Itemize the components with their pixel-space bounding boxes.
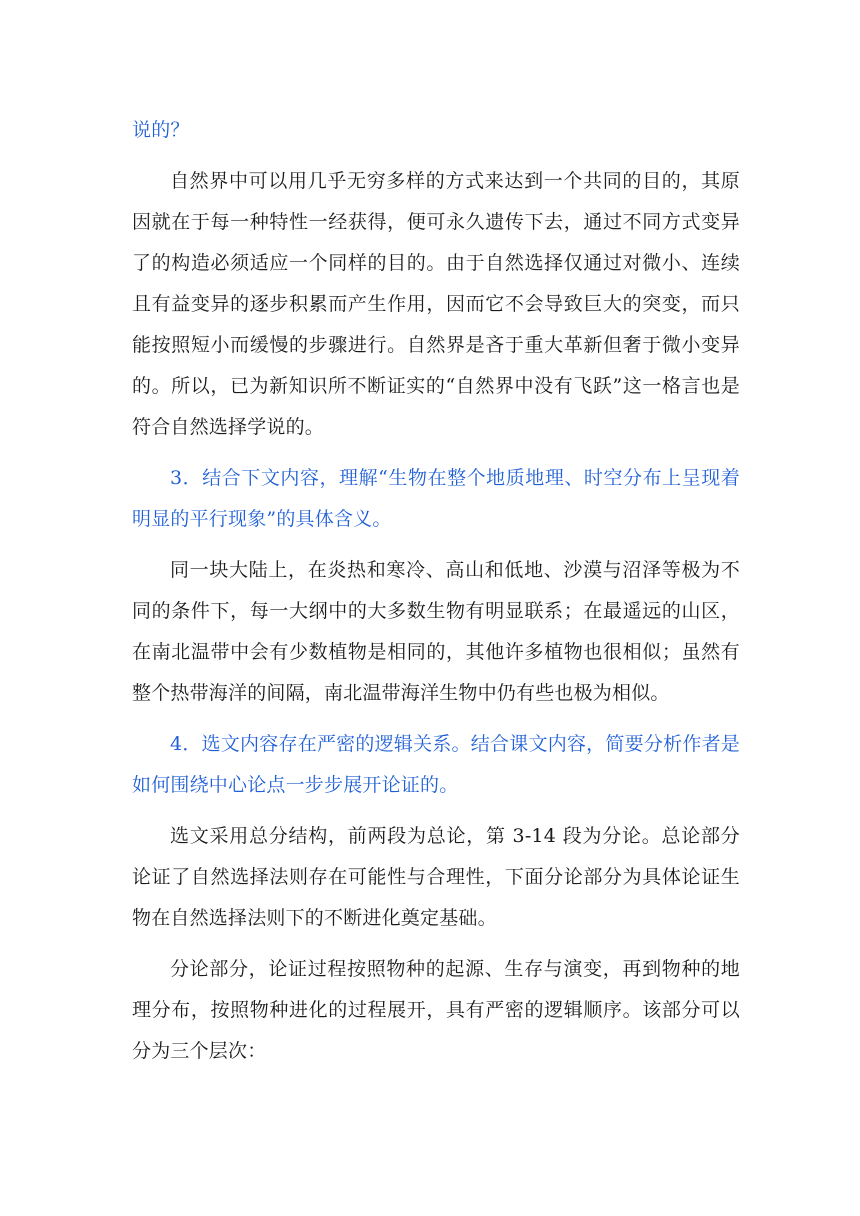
question-3: 3．结合下文内容，理解“生物在整个地质地理、时空分布上呈现着明显的平行现象”的具体含义。 xyxy=(132,467,740,530)
question-continuation: 说的？ xyxy=(132,119,190,141)
answer-paragraph-3: 同一块大陆上，在炎热和寒冷、高山和低地、沙漠与沼泽等极为不同的条件下，每一大纲中的大多数生物有明显联系；在最遥远的山区，在南北温带中会有少数植物是相同的，其他许多植物也很相似；虽然有整个热带海洋的间隔，南北温带海洋生物中仍有些也极为相似。 xyxy=(132,559,740,704)
question-4: 4．选文内容存在严密的逻辑关系。结合课文内容，简要分析作者是如何围绕中心论点一步步展开论证的。 xyxy=(132,733,740,796)
answer-paragraph-4a: 选文采用总分结构，前两段为总论，第 3-14 段为分论。总论部分论证了自然选择法则存在可能性与合理性，下面分论部分为具体论证生物在自然选择法则下的不断进化奠定基础。 xyxy=(132,825,740,929)
document-body xyxy=(132,110,740,1082)
answer-paragraph-4b: 分论部分，论证过程按照物种的起源、生存与演变，再到物种的地理分布，按照物种进化的过程展开，具有严密的逻辑顺序。该部分可以分为三个层次： xyxy=(132,958,740,1062)
answer-paragraph-2: 自然界中可以用几乎无穷多样的方式来达到一个共同的目的，其原因就在于每一种特性一经获得，便可永久遗传下去，通过不同方式变异了的构造必须适应一个同样的目的。由于自然选择仅通过对微小、连续且有益变异的逐步积累而产生作用，因而它不会导致巨大的突变，而只能按照短小而缓慢的步骤进行。自然界是吝于重大革新但奢于微小变异的。所以，已为新知识所不断证实的“自然界中没有飞跃”这一格言也是符合自然选择学说的。 xyxy=(132,170,740,438)
